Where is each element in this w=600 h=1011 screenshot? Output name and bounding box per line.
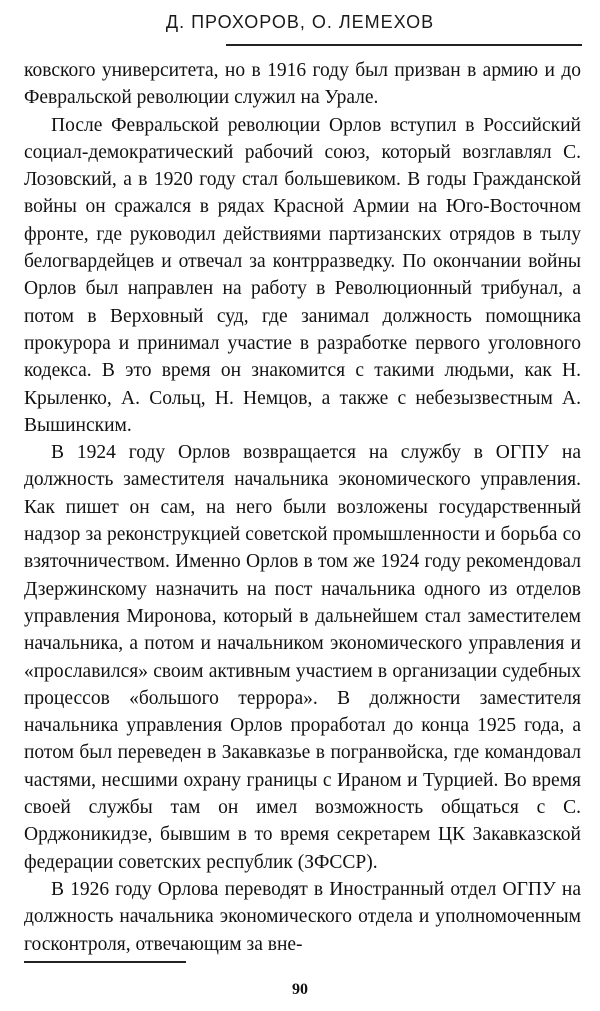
paragraph: В 1924 году Орлов возвращается на службу в ОГПУ на должность заместителя начальника экономического управления. Как пишет он сам, на него были возложены государственный надзор за реконструкцией советской промышленности и борьба со взяточничеством. Именно Орлов в том же 1924 году рекомендовал Дзержинскому назначить на пост начальника одного из отделов управления Миронова, который в дальнейшем стал заместителем начальника, а потом и начальником экономического управления и «прославился» своим активным участием в организации судебных процессов «большого террора». В должности заместителя начальника управления Орлов проработал до конца 1925 года, а потом был переведен в Закавказье в погранвойска, где командовал частями, несшими охрану границы с Ираном и Турцией. Во время своей службы там он имел возможность общаться с С. Орджоникидзе, бывшим в то время секретарем ЦК Закавказской федерации советских республик (ЗФССР). [24, 442, 581, 873]
page-number: 90 [292, 981, 308, 998]
paragraph: В 1926 году Орлова переводят в Иностранный отдел ОГПУ на должность начальника экономического отдела и уполномоченным госконтроля, отвечающим за вне- [24, 878, 581, 955]
footnote-rule [24, 961, 186, 963]
header-rule [226, 44, 582, 46]
body-text [24, 57, 581, 958]
running-head: Д. ПРОХОРОВ, О. ЛЕМЕХОВ [165, 12, 435, 32]
paragraph-continued: ковского университета, но в 1916 году был призван в армию и до Февральской революции служил на Урале. [24, 60, 581, 109]
paragraph: После Февральской революции Орлов вступил в Российский социал-демократический рабочий союз, который возглавлял С. Лозовский, а в 1920 году стал большевиком. В годы Гражданской войны он сражался в рядах Красной Армии на Юго-Восточном фронте, где руководил действиями партизанских отрядов в тылу белогвардейцев и отвечал за контрразведку. По окончании войны Орлов был направлен на работу в Революционный трибунал, а потом в Верховный суд, где занимал должность помощника прокурора и принимал участие в разработке первого уголовного кодекса. В это время он знакомится с такими людьми, как Н. Крыленко, А. Сольц, Н. Немцов, а также с небезызвестным А. Вышинским. [24, 114, 581, 436]
